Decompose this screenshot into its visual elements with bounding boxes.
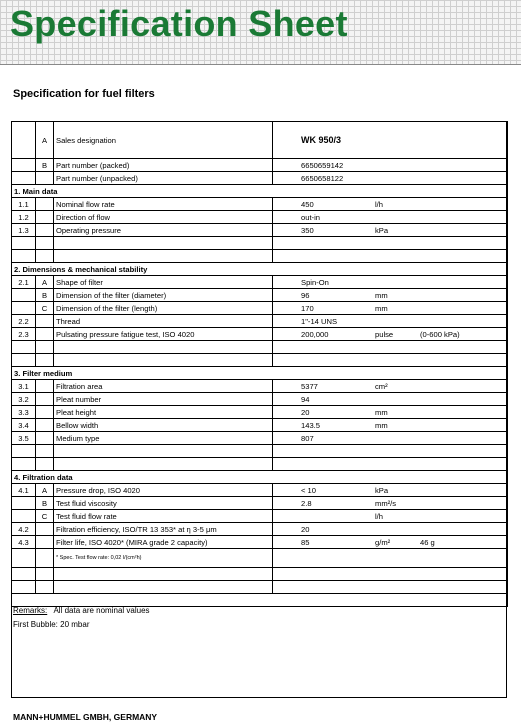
header-divider	[0, 64, 521, 65]
row-value: Spin-On	[301, 277, 329, 287]
row-letter	[36, 536, 54, 549]
row-value: 1"-14 UNS	[301, 316, 338, 326]
row-value: 170	[301, 303, 314, 313]
row-unit: l/h	[375, 511, 384, 521]
table-row	[12, 536, 508, 549]
row-label: Operating pressure	[54, 224, 273, 237]
row-value: 20	[301, 407, 310, 417]
table-row	[12, 211, 508, 224]
row-number: 3.2	[12, 393, 36, 406]
table-row	[12, 328, 508, 341]
table-row	[12, 354, 508, 367]
row-extra: 46 g	[420, 537, 435, 547]
row-number: 3.5	[12, 432, 36, 445]
table-row	[12, 224, 508, 237]
sales-designation-value: WK 950/3	[301, 134, 342, 145]
row-letter: C	[36, 510, 54, 523]
table-row	[12, 497, 508, 510]
row-number: 1.3	[12, 224, 36, 237]
row-label: Pleat height	[54, 406, 273, 419]
table-row	[12, 549, 508, 568]
section-header	[12, 185, 508, 198]
row-label: Sales designation	[54, 122, 273, 159]
row-number: 1.1	[12, 198, 36, 211]
table-row	[12, 315, 508, 328]
table-row	[12, 568, 508, 581]
header-banner	[0, 0, 521, 64]
row-letter: A	[36, 122, 54, 159]
row-number	[12, 497, 36, 510]
row-value: 350	[301, 225, 314, 235]
row-unit: mm	[375, 407, 388, 417]
row-letter	[36, 328, 54, 341]
table-row	[12, 484, 508, 497]
row-number: 3.3	[12, 406, 36, 419]
table-row	[12, 276, 508, 289]
row-letter: A	[36, 484, 54, 497]
table-row	[12, 458, 508, 471]
row-label: Dimension of the filter (length)	[54, 302, 273, 315]
row-letter: B	[36, 289, 54, 302]
row-label: Test fluid viscosity	[54, 497, 273, 510]
row-number	[12, 510, 36, 523]
company-footer: MANN+HUMMEL GMBH, GERMANY	[13, 712, 158, 722]
table-row	[12, 419, 508, 432]
row-number: 2.2	[12, 315, 36, 328]
table-row	[12, 393, 508, 406]
table-row	[12, 432, 508, 445]
row-number: 3.1	[12, 380, 36, 393]
table-row	[12, 380, 508, 393]
row-letter: C	[36, 302, 54, 315]
row-label: Dimension of the filter (diameter)	[54, 289, 273, 302]
row-value: 85	[301, 537, 310, 547]
row-label: Pleat number	[54, 393, 273, 406]
row-value: 5377	[301, 381, 318, 391]
table-row	[12, 289, 508, 302]
row-number	[12, 289, 36, 302]
row-value: 807	[301, 433, 314, 443]
row-letter	[36, 315, 54, 328]
row-label: Bellow width	[54, 419, 273, 432]
spec-table	[11, 121, 508, 607]
row-label: Filter life, ISO 4020* (MIRA grade 2 capacity)	[54, 536, 273, 549]
row-label: Test fluid flow rate	[54, 510, 273, 523]
row-label: Part number (unpacked)	[54, 172, 273, 185]
table-row	[12, 581, 508, 594]
row-value: 6650659142	[273, 159, 508, 172]
row-value: < 10	[301, 485, 316, 495]
row-label: Pulsating pressure fatigue test, ISO 4020	[54, 328, 273, 341]
row-letter: A	[36, 276, 54, 289]
table-row	[12, 594, 508, 607]
row-unit: pulse	[375, 329, 394, 339]
page-title: Specification Sheet	[10, 3, 348, 44]
row-label: Part number (packed)	[54, 159, 273, 172]
row-value: 6650658122	[273, 172, 508, 185]
row-letter: B	[36, 159, 54, 172]
table-row	[12, 198, 508, 211]
table-row	[12, 250, 508, 263]
table-row	[12, 523, 508, 536]
section-title: 2. Dimensions & mechanical stability	[12, 263, 508, 276]
row-unit: mm	[375, 303, 388, 313]
remarks	[13, 606, 150, 615]
table-row	[12, 341, 508, 354]
table-row	[12, 172, 508, 185]
row-value: 96	[301, 290, 310, 300]
row-letter: B	[36, 497, 54, 510]
table-row	[12, 445, 508, 458]
table-row	[12, 237, 508, 250]
row-value: 2.8	[301, 498, 312, 508]
section-title: 3. Filter medium	[12, 367, 508, 380]
row-label: Filtration efficiency, ISO/TR 13 353* at η 3-5 μm	[54, 523, 273, 536]
row-unit: kPa	[375, 225, 389, 235]
row-value: 20	[301, 524, 310, 534]
row-unit: mm²/s	[375, 498, 397, 508]
row-label: Pressure drop, ISO 4020	[54, 484, 273, 497]
row-value: 450	[301, 199, 314, 209]
section-header	[12, 263, 508, 276]
row-unit: mm	[375, 290, 388, 300]
section-header	[12, 471, 508, 484]
table-row	[12, 406, 508, 419]
row-label: Nominal flow rate	[54, 198, 273, 211]
table-row	[12, 159, 508, 172]
table-row	[12, 302, 508, 315]
row-unit: mm	[375, 420, 388, 430]
row-unit: g/m²	[375, 537, 391, 547]
row-unit: cm²	[375, 381, 388, 391]
sales-designation-cell	[273, 122, 508, 159]
remarks-label: Remarks:	[13, 606, 48, 615]
row-letter	[36, 523, 54, 536]
section-title: 4. Filtration data	[12, 471, 508, 484]
row-number: 1.2	[12, 211, 36, 224]
table-row	[12, 122, 508, 159]
row-number	[12, 302, 36, 315]
row-label: Direction of flow	[54, 211, 273, 224]
section-header	[12, 367, 508, 380]
footnote: * Spec. Test flow rate: 0,02 l/(cm²h)	[54, 549, 273, 568]
table-row	[12, 510, 508, 523]
row-label: Thread	[54, 315, 273, 328]
remarks-text: All data are nominal values	[53, 606, 150, 615]
row-number: 3.4	[12, 419, 36, 432]
row-number: 4.2	[12, 523, 36, 536]
row-value: 143.5	[301, 420, 321, 430]
row-label: Shape of filter	[54, 276, 273, 289]
row-number: 2.1	[12, 276, 36, 289]
row-number: 4.1	[12, 484, 36, 497]
first-bubble-note: First Bubble: 20 mbar	[13, 620, 90, 629]
row-unit: l/h	[375, 199, 384, 209]
row-label: Medium type	[54, 432, 273, 445]
row-number: 2.3	[12, 328, 36, 341]
row-value: 94	[301, 394, 310, 404]
row-unit: kPa	[375, 485, 389, 495]
section-title: 1. Main data	[12, 185, 508, 198]
row-label: Filtration area	[54, 380, 273, 393]
row-value: 200,000	[301, 329, 329, 339]
row-extra: (0-600 kPa)	[420, 329, 460, 339]
row-number: 4.3	[12, 536, 36, 549]
document-subtitle: Specification for fuel filters	[13, 88, 155, 100]
row-value: out-in	[301, 212, 320, 222]
